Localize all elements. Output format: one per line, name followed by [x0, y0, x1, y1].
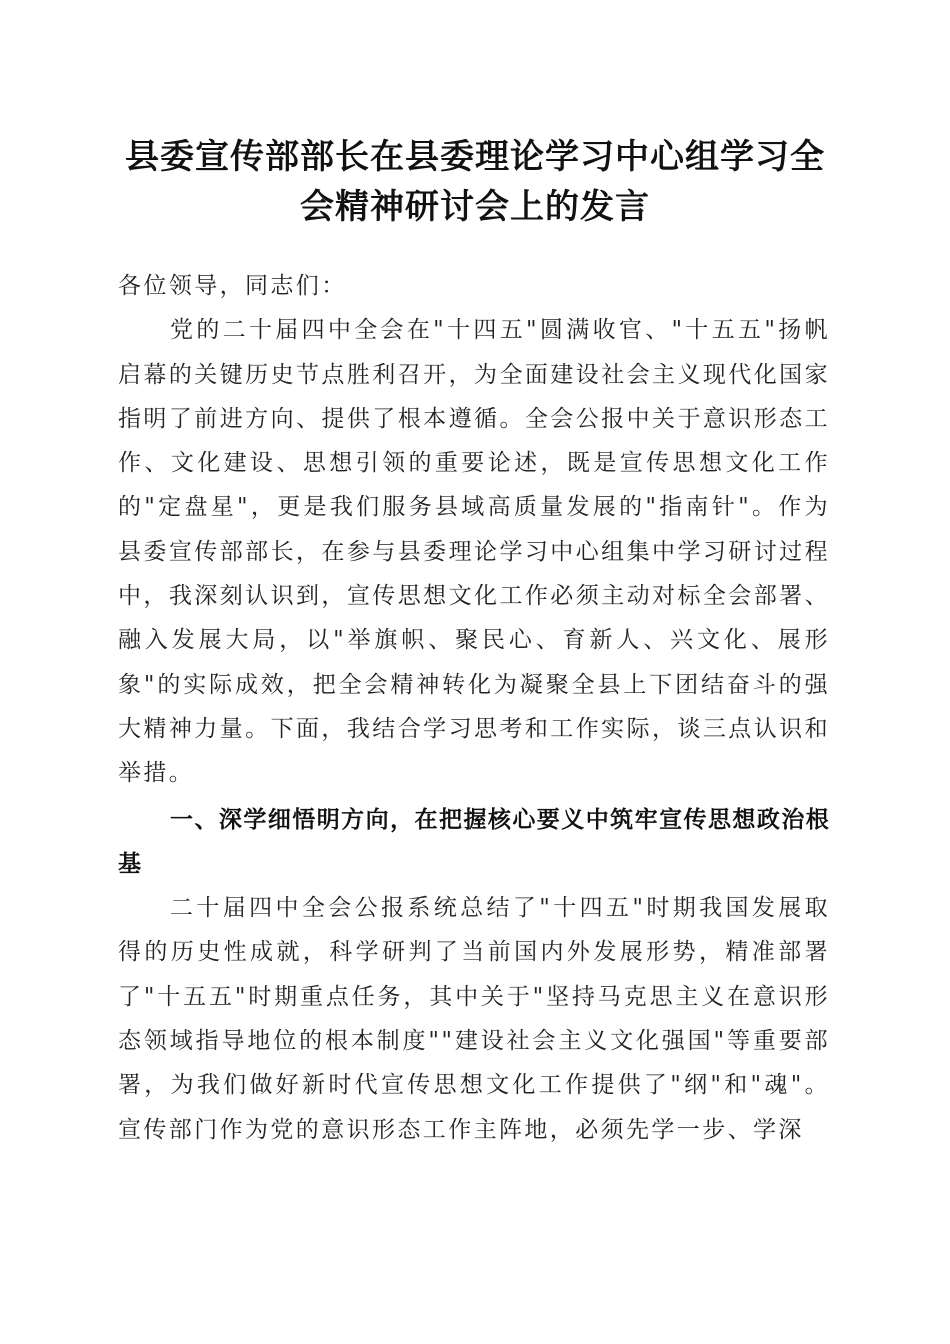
salutation: 各位领导，同志们： — [118, 273, 347, 299]
intro-paragraph: 党的二十届四中全会在"十四五"圆满收官、"十五五"扬帆启幕的关键历史节点胜利召开，为全面建设社会主义现代化国家指明了前进方向、提供了根本遵循。全会公报中关于意识形态工作、文化建设、思想引领的重要论述，既是宣传思想文化工作的"定盘星"，更是我们服务县域高质量发展的"指南针"。作为县委宣传部部长，在参与县委理论学习中心组集中学习研讨过程中，我深刻认识到，宣传思想文化工作必须主动对标全会部署、融入发展大局，以"举旗帜、聚民心、育新人、兴文化、展形象"的实际成效，把全会精神转化为凝聚全县上下团结奋斗的强大精神力量。下面，我结合学习思考和工作实际，谈三点认识和举措。 — [118, 317, 830, 787]
section-1-heading: 一、深学细悟明方向，在把握核心要义中筑牢宣传思想政治根基 — [118, 806, 830, 877]
title-line-1: 县委宣传部部长在县委理论学习中心组学习全 — [125, 137, 825, 177]
document-body — [118, 264, 830, 1152]
section-1-paragraph: 二十届四中全会公报系统总结了"十四五"时期我国发展取得的历史性成就，科学研判了当前国内外发展形势，精准部署了"十五五"时期重点任务，其中关于"坚持马克思主义在意识形态领域指导地位的根本制度""建设社会主义文化强国"等重要部署，为我们做好新时代宣传思想文化工作提供了"纲"和"魂"。宣传部门作为党的意识形态工作主阵地，必须先学一步、学深 — [118, 895, 830, 1143]
document-title — [100, 132, 850, 232]
title-line-2: 会精神研讨会上的发言 — [300, 187, 650, 227]
